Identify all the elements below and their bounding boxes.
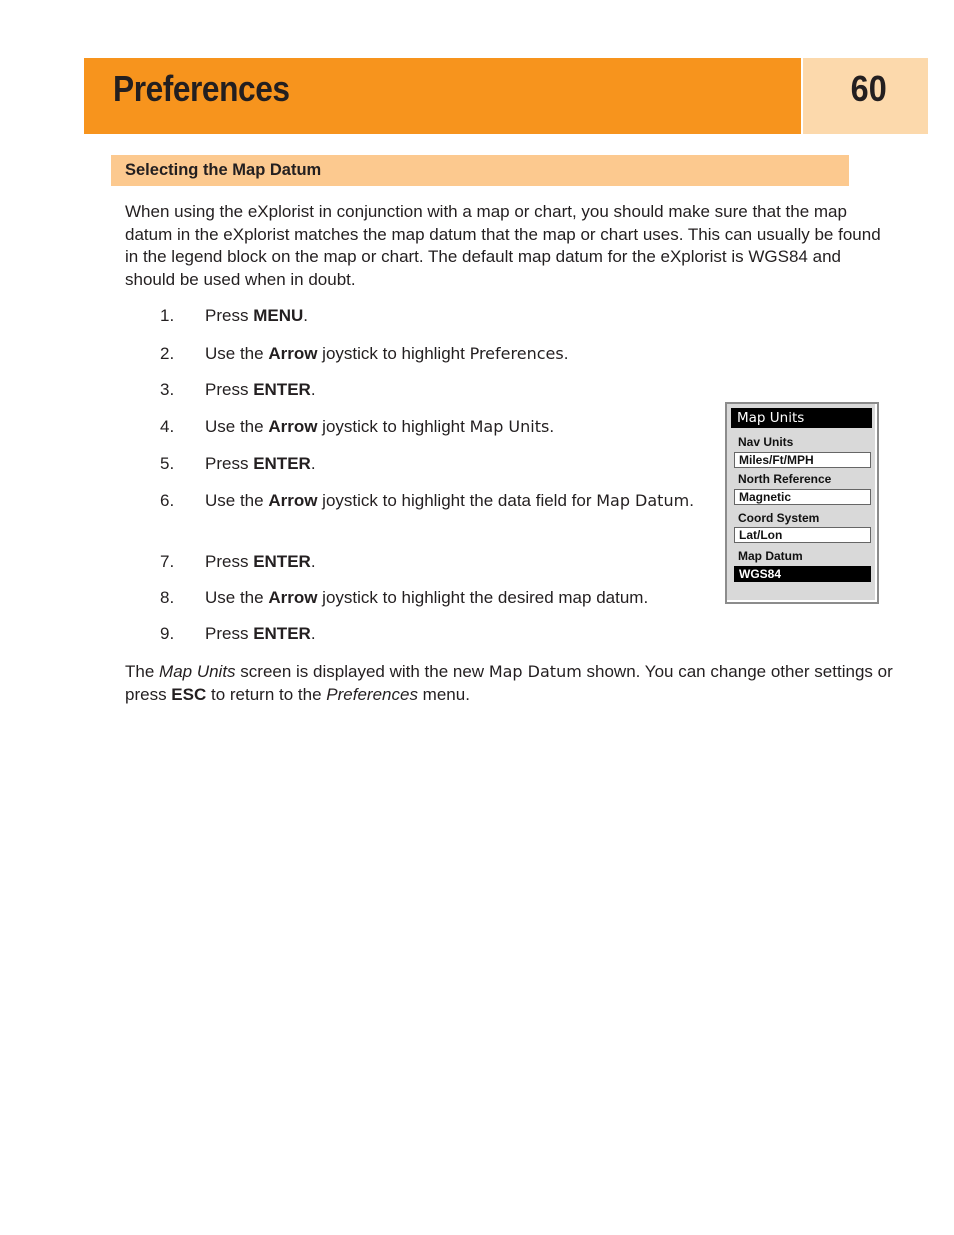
step-pre: Use the — [205, 491, 269, 510]
closing-text: shown. You can change other settings or press — [125, 662, 893, 704]
step-6 — [160, 488, 694, 513]
ui-map-datum: Map Datum — [488, 662, 582, 681]
step-number: 5. — [160, 454, 175, 473]
step-mid: joystick to highlight the desired map datum. — [317, 588, 649, 607]
nav-units-label: Nav Units — [738, 435, 794, 449]
step-text — [205, 414, 554, 439]
screen-title: Map Units — [731, 408, 872, 428]
step-8 — [160, 585, 649, 610]
step-text — [205, 549, 316, 574]
step-text — [205, 341, 568, 366]
intro-paragraph: When using the eXplorist in conjunction with a map or chart, you should make sure that the map datum in the eXplorist matches the map datum that the map or chart uses. This can usually be found in the legend block on the map or chart. The default map datum for the eXplorist is WGS84 and should be used when in doubt. — [125, 202, 881, 289]
closing-text: to return to the — [206, 685, 327, 704]
step-text — [205, 488, 695, 513]
step-post: . — [303, 306, 308, 325]
coord-system-label: Coord System — [738, 511, 820, 525]
step-post: . — [310, 454, 316, 473]
closing-text: screen is displayed with the new — [235, 662, 489, 681]
ui-preferences: Preferences — [469, 344, 564, 363]
step-7 — [160, 549, 316, 574]
key-enter: ENTER — [253, 552, 311, 571]
step-9 — [160, 621, 316, 646]
page-title: Preferences — [113, 68, 290, 109]
key-arrow: Arrow — [268, 491, 318, 510]
key-enter: ENTER — [253, 624, 311, 643]
map-datum-label: Map Datum — [738, 549, 803, 563]
step-number: 9. — [160, 624, 175, 643]
ui-map-datum: Map Datum — [596, 491, 690, 510]
step-number: 4. — [160, 417, 175, 436]
step-text — [205, 303, 308, 328]
step-post: . — [310, 552, 316, 571]
step-post: . — [310, 624, 316, 643]
section-title: Selecting the Map Datum — [125, 161, 322, 179]
step-text — [205, 377, 316, 402]
key-menu: MENU — [253, 306, 304, 325]
step-number: 3. — [160, 380, 175, 399]
step-pre: Press — [205, 624, 254, 643]
step-mid: joystick to highlight — [317, 344, 470, 363]
key-enter: ENTER — [253, 380, 311, 399]
closing-paragraph — [125, 660, 895, 706]
step-number: 8. — [160, 588, 175, 607]
step-5 — [160, 451, 316, 476]
step-number: 1. — [160, 306, 175, 325]
key-arrow: Arrow — [268, 588, 318, 607]
step-pre: Use the — [205, 588, 269, 607]
step-number: 7. — [160, 552, 175, 571]
map-units-screen — [725, 402, 879, 604]
nav-units-field[interactable]: Miles/Ft/MPH — [734, 452, 871, 468]
step-text — [205, 451, 316, 476]
step-number: 6. — [160, 491, 175, 510]
step-mid: joystick to highlight the data field for — [317, 491, 597, 510]
step-post: . — [689, 491, 694, 510]
map-datum-field[interactable]: WGS84 — [734, 566, 871, 582]
step-mid: joystick to highlight — [317, 417, 470, 436]
step-4 — [160, 414, 555, 439]
page-number: 60 — [850, 68, 887, 109]
step-post: . — [563, 344, 569, 363]
step-2 — [160, 341, 569, 366]
step-post: . — [549, 417, 555, 436]
ui-map-units: Map Units — [469, 417, 550, 436]
step-pre: Use the — [205, 344, 269, 363]
step-pre: Press — [205, 552, 254, 571]
coord-system-field[interactable]: Lat/Lon — [734, 527, 871, 543]
north-reference-field[interactable]: Magnetic — [734, 489, 871, 505]
step-pre: Use the — [205, 417, 269, 436]
step-post: . — [310, 380, 316, 399]
key-esc: ESC — [171, 685, 207, 704]
closing-italic-map-units: Map Units — [159, 662, 236, 681]
step-pre: Press — [205, 306, 254, 325]
step-text — [205, 621, 316, 646]
north-reference-label: North Reference — [738, 472, 832, 486]
closing-italic-preferences: Preferences — [326, 685, 418, 704]
step-text — [205, 585, 648, 610]
step-pre: Press — [205, 454, 254, 473]
key-arrow: Arrow — [268, 417, 318, 436]
step-number: 2. — [160, 344, 175, 363]
step-3 — [160, 377, 316, 402]
step-pre: Press — [205, 380, 254, 399]
key-enter: ENTER — [253, 454, 311, 473]
key-arrow: Arrow — [268, 344, 318, 363]
closing-text: menu. — [417, 685, 470, 704]
closing-text: The — [125, 662, 160, 681]
step-1 — [160, 303, 308, 328]
